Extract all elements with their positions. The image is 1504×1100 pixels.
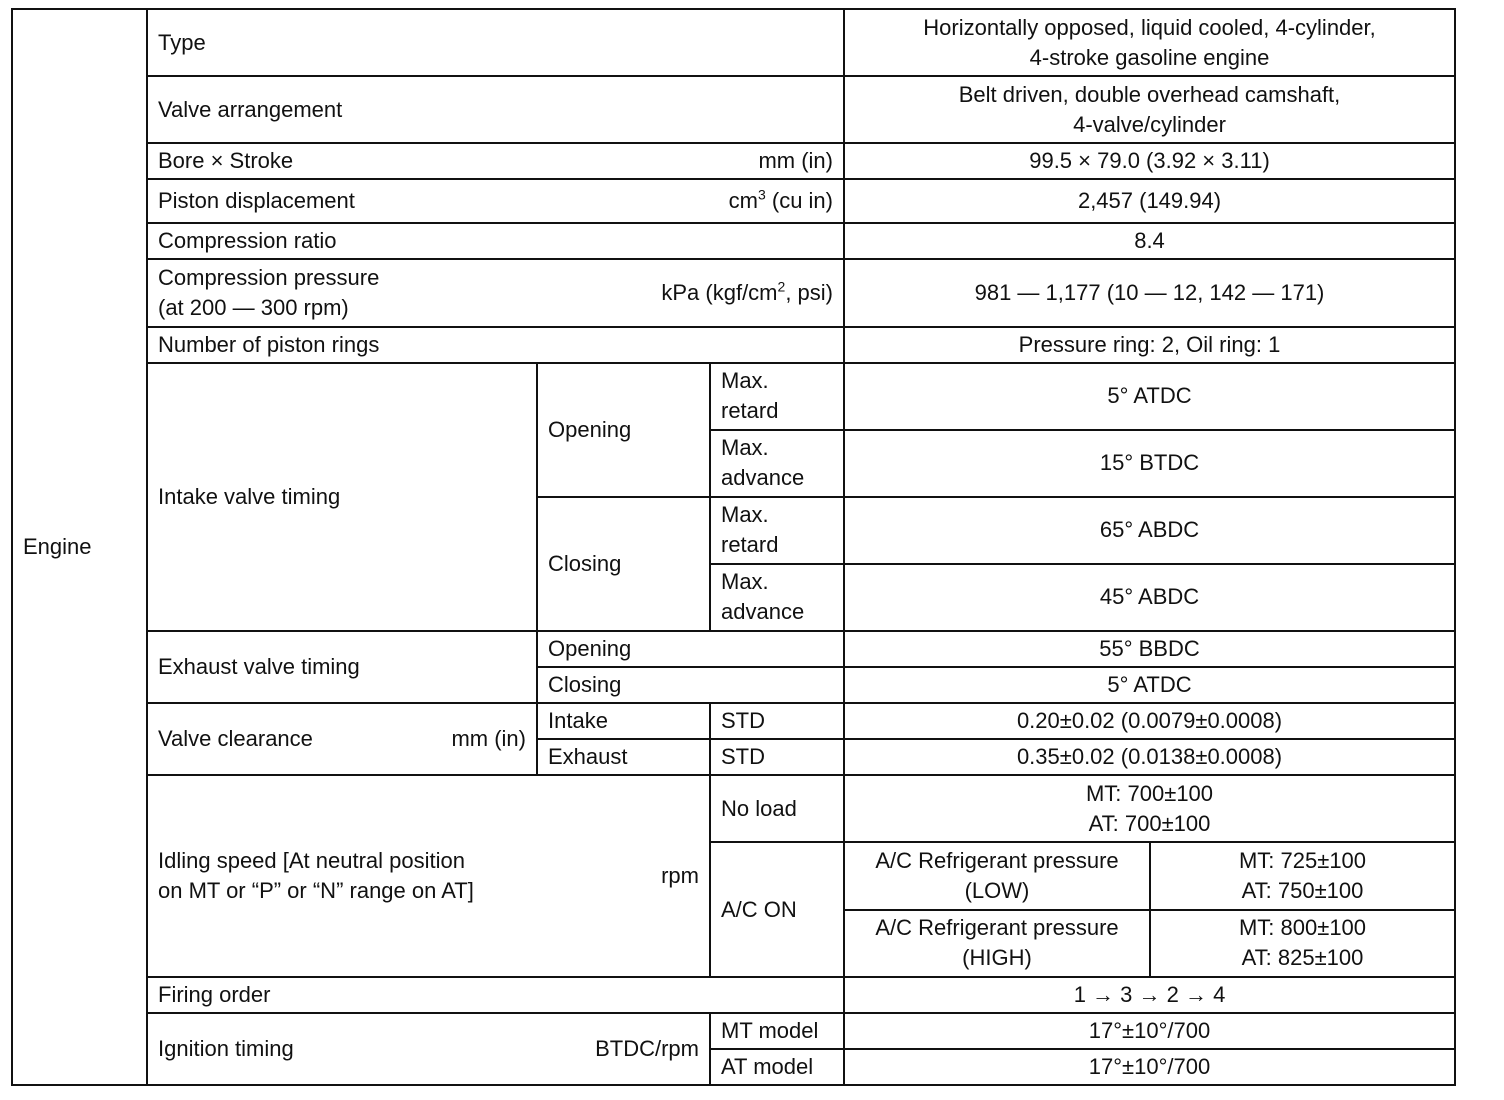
ignition-timing-label: Ignition timing BTDC/rpm — [147, 1013, 710, 1085]
exhaust-timing-label: Exhaust valve timing — [147, 631, 537, 703]
idle-no-load-label: No load — [710, 775, 844, 842]
intake-timing-label: Intake valve timing — [147, 363, 537, 631]
clearance-exhaust-label: Exhaust — [537, 739, 710, 775]
ignition-mt-label: MT model — [710, 1013, 844, 1049]
idling-speed-label: Idling speed [At neutral position on MT or “P” or “N” range on AT] rpm — [147, 775, 710, 976]
intake-close-advance-value: 45° ABDC — [844, 564, 1455, 631]
displacement-label: Piston displacement $cm^3$ (cu in) — [147, 179, 844, 223]
section-engine: Engine — [12, 9, 147, 1085]
idle-ac-low-label: A/C Refrigerant pressure (LOW) — [844, 842, 1150, 909]
idle-ac-high-value: MT: 800±100 AT: 825±100 — [1150, 910, 1455, 977]
compression-pressure-value: 981 — 1,177 (10 — 12, 142 — 171) — [844, 259, 1455, 326]
type-value: Horizontally opposed, liquid cooled, 4-cylinder, 4-stroke gasoline engine — [844, 9, 1455, 76]
bore-stroke-value: 99.5 × 79.0 (3.92 × 3.11) — [844, 143, 1455, 179]
intake-opening-label: Opening — [537, 363, 710, 497]
intake-open-retard-value: 5° ATDC — [844, 363, 1455, 430]
idle-ac-low-value: MT: 725±100 AT: 750±100 — [1150, 842, 1455, 909]
idle-ac-on-label: A/C ON — [710, 842, 844, 976]
compression-ratio-value: 8.4 — [844, 223, 1455, 259]
intake-close-advance-label: Max. advance — [710, 564, 844, 631]
intake-open-retard-label: Max. retard — [710, 363, 844, 430]
clearance-intake-value: 0.20±0.02 (0.0079±0.0008) — [844, 703, 1455, 739]
compression-ratio-label: Compression ratio — [147, 223, 844, 259]
ignition-mt-value: 17°±10°/700 — [844, 1013, 1455, 1049]
exhaust-opening-value: 55° BBDC — [844, 631, 1455, 667]
clearance-intake-label: Intake — [537, 703, 710, 739]
intake-close-retard-value: 65° ABDC — [844, 497, 1455, 564]
valve-clearance-label: Valve clearance mm (in) — [147, 703, 537, 775]
compression-pressure-label: Compression pressure (at 200 — 300 rpm) kPa ($kgf/cm^2$, psi) — [147, 259, 844, 326]
clearance-exhaust-value: 0.35±0.02 (0.0138±0.0008) — [844, 739, 1455, 775]
valve-arrangement-value: Belt driven, double overhead camshaft, 4-valve/cylinder — [844, 76, 1455, 143]
firing-order-label: Firing order — [147, 977, 844, 1013]
exhaust-closing-label: Closing — [537, 667, 844, 703]
piston-rings-label: Number of piston rings — [147, 327, 844, 363]
ignition-at-label: AT model — [710, 1049, 844, 1085]
clearance-intake-std: STD — [710, 703, 844, 739]
engine-spec-table — [11, 8, 1456, 1086]
type-label: Type — [147, 9, 844, 76]
idle-no-load-value: MT: 700±100 AT: 700±100 — [844, 775, 1455, 842]
exhaust-closing-value: 5° ATDC — [844, 667, 1455, 703]
intake-closing-label: Closing — [537, 497, 710, 631]
intake-open-advance-value: 15° BTDC — [844, 430, 1455, 497]
intake-close-retard-label: Max. retard — [710, 497, 844, 564]
ignition-at-value: 17°±10°/700 — [844, 1049, 1455, 1085]
idle-ac-high-label: A/C Refrigerant pressure (HIGH) — [844, 910, 1150, 977]
clearance-exhaust-std: STD — [710, 739, 844, 775]
exhaust-opening-label: Opening — [537, 631, 844, 667]
firing-order-value: 1 → 3 → 2 → 4 — [844, 977, 1455, 1013]
piston-rings-value: Pressure ring: 2, Oil ring: 1 — [844, 327, 1455, 363]
bore-stroke-label: Bore × Stroke mm (in) — [147, 143, 844, 179]
valve-arrangement-label: Valve arrangement — [147, 76, 844, 143]
intake-open-advance-label: Max. advance — [710, 430, 844, 497]
displacement-value: 2,457 (149.94) — [844, 179, 1455, 223]
